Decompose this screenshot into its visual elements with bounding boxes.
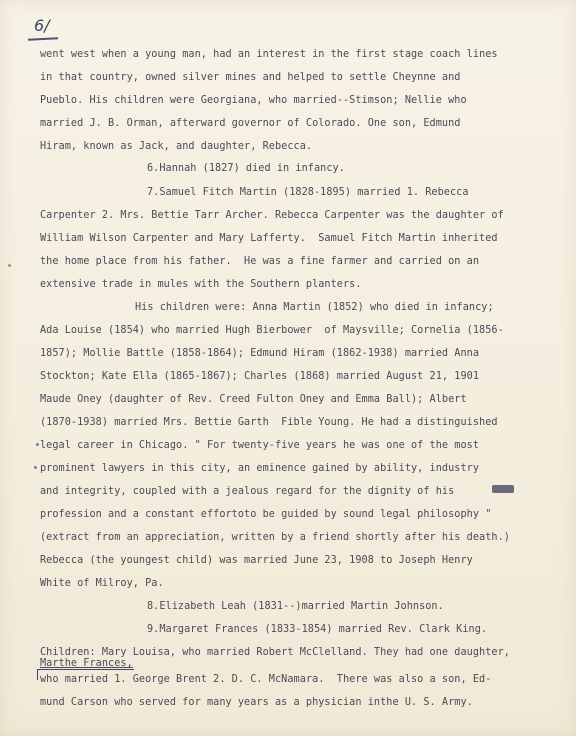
text-line: 8.Elizabeth Leah (1831--)married Martin Johnson.	[147, 601, 444, 612]
text-line: in that country, owned silver mines and helped to settle Cheynne and	[40, 72, 461, 83]
text-line: 1857); Mollie Battle (1858-1864); Edmund Hiram (1862-1938) married Anna	[40, 348, 480, 359]
margin-dot	[36, 443, 39, 446]
text-line: and integrity, coupled with a jealous regard for the dignity of his	[40, 486, 455, 497]
text-line: Maude Oney (daughter of Rev. Creed Fulton Oney and Emma Ball); Albert	[40, 394, 467, 405]
text-line: Rebecca (the youngest child) was married June 23, 1908 to Joseph Henry	[40, 555, 473, 566]
text-line: married J. B. Orman, afterward governor of Colorado. One son, Edmund	[40, 118, 461, 129]
text-line: (1870-1938) married Mrs. Bettie Garth Fible Young. He had a distinguished	[40, 417, 498, 428]
text-line: His children were: Anna Martin (1852) who died in infancy;	[135, 302, 494, 313]
margin-dot	[8, 264, 11, 267]
pen-correction-mark	[37, 669, 134, 680]
text-line: went west when a young man, had an interest in the first stage coach lines	[40, 49, 498, 60]
struck-out-word	[492, 485, 514, 493]
text-line: who married 1. George Brent 2. D. C. McNamara. There was also a son, Ed-	[40, 674, 492, 685]
text-line: the home place from his father. He was a fine farmer and carried on an	[40, 256, 480, 267]
text-line: mund Carson who served for many years as a physician inthe U. S. Army.	[40, 697, 473, 708]
text-line: Marthe Frances,	[40, 658, 133, 669]
text-line: Pueblo. His children were Georgiana, who married--Stimson; Nellie who	[40, 95, 467, 106]
text-line: William Wilson Carpenter and Mary Lafferty. Samuel Fitch Martin inherited	[40, 233, 498, 244]
text-line: prominent lawyers in this city, an eminence gained by ability, industry	[40, 463, 480, 474]
page-number-underline	[28, 37, 58, 41]
page-number: 6/	[34, 16, 50, 35]
text-line: Hiram, known as Jack, and daughter, Rebecca.	[40, 141, 313, 152]
text-line: legal career in Chicago. " For twenty-five years he was one of the most	[40, 440, 480, 451]
text-line: Children: Mary Louisa, who married Robert McClelland. They had one daughter,	[40, 647, 510, 658]
text-line: 6.Hannah (1827) died in infancy.	[147, 163, 345, 174]
text-line: Carpenter 2. Mrs. Bettie Tarr Archer. Rebecca Carpenter was the daughter of	[40, 210, 504, 221]
margin-dot	[34, 466, 37, 469]
text-line: 7.Samuel Fitch Martin (1828-1895) married 1. Rebecca	[147, 187, 469, 198]
text-line: (extract from an appreciation, written by a friend shortly after his death.)	[40, 532, 510, 543]
text-line: Ada Louise (1854) who married Hugh Bierbower of Maysville; Cornelia (1856-	[40, 325, 504, 336]
text-line: profession and a constant effortoto be guided by sound legal philosophy "	[40, 509, 492, 520]
text-line: Stockton; Kate Ella (1865-1867); Charles (1868) married August 21, 1901	[40, 371, 480, 382]
text-line: extensive trade in mules with the Southern planters.	[40, 279, 362, 290]
text-line: White of Milroy, Pa.	[40, 578, 164, 589]
text-line: 9.Margaret Frances (1833-1854) married Rev. Clark King.	[147, 624, 488, 635]
